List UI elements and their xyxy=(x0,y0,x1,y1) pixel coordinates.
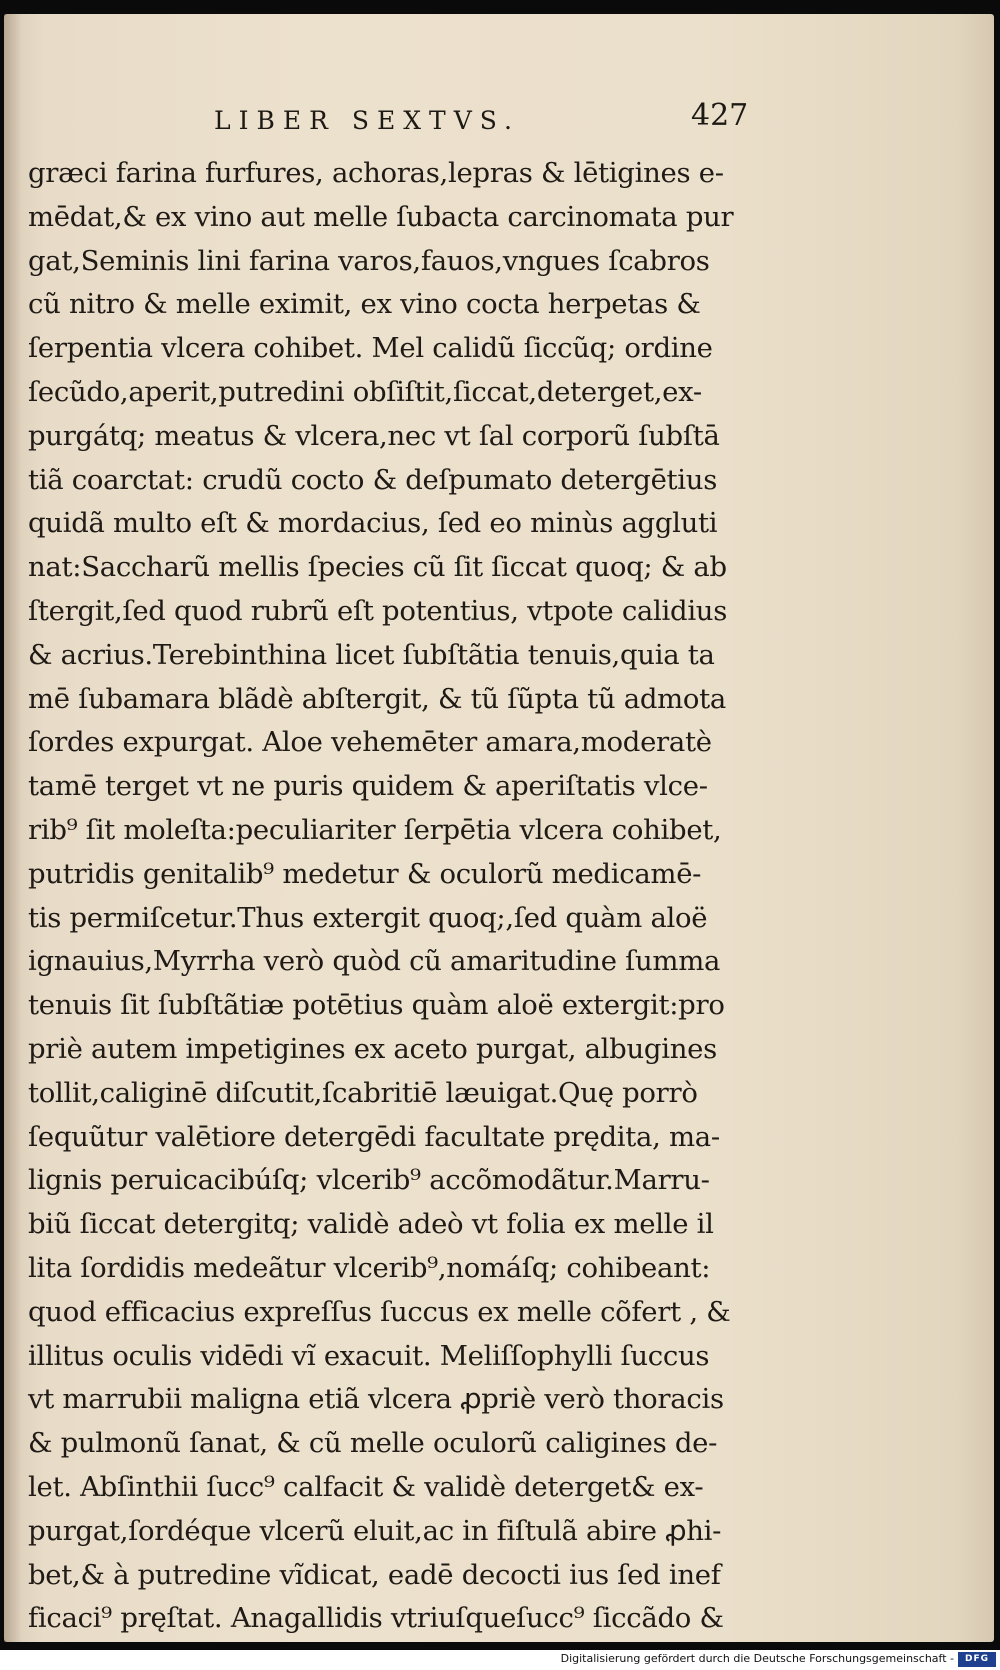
text-line: tollit,caliginē diſcutit,ſcabritiē læuigat.Quę porrò xyxy=(28,1076,698,1109)
text-line: tiã coarctat: crudũ cocto & deſpumato detergētius xyxy=(28,463,718,496)
text-line: vt marrubii maligna etiã vlcera ꝓpriè verò thoracis xyxy=(28,1383,724,1416)
text-line: priè autem impetigines ex aceto purgat, albugines xyxy=(28,1032,717,1065)
dfg-logo: DFG xyxy=(958,1652,996,1667)
text-line: ſtergit,ſed quod rubrũ eſt potentius, vtpote calidius xyxy=(28,594,728,627)
text-line: rib⁹ ſit moleſta:peculiariter ſerpētia vlcera cohibet, xyxy=(28,813,722,846)
book-page xyxy=(4,14,994,1642)
text-line: cũ nitro & melle eximit, ex vino cocta herpetas & xyxy=(28,288,701,321)
text-line: quidã multo eſt & mordacius, ſed eo minùs aggluti xyxy=(28,507,718,540)
text-line: biũ ſiccat detergitq; validè adeò vt folia ex melle il xyxy=(28,1208,714,1241)
text-line: græci farina furfures, achoras,lepras & lētigines e- xyxy=(28,157,724,189)
text-line: tenuis ſit ſubſtãtiæ potētius quàm aloë extergit:pro xyxy=(28,989,725,1022)
text-line: putridis genitalib⁹ medetur & oculorũ medicamē- xyxy=(28,857,702,890)
text-line: ignauius,Myrrha verò quòd cũ amaritudine ſumma xyxy=(28,945,721,978)
text-line: ſequũtur valētiore detergēdi facultate prędita, ma- xyxy=(28,1120,720,1153)
body-text xyxy=(28,152,788,1641)
text-line: illitus oculis vidēdi vĩ exacuit. Meliſſophylli ſuccus xyxy=(28,1339,710,1372)
text-line: let. Abſinthii ſucc⁹ calfacit & validè deterget& ex- xyxy=(28,1470,704,1503)
text-line: bet,& à putredine vĩdicat, eadē decocti ius ſed inef xyxy=(28,1558,721,1591)
gutter-shadow xyxy=(4,14,22,1642)
text-line: tis permiſcetur.Thus extergit quoq;,ſed quàm aloë xyxy=(28,901,708,934)
text-line: quod efficacius expreſſus ſuccus ex melle cõfert , & xyxy=(28,1295,731,1328)
text-line: ficaci⁹ pręſtat. Anagallidis vtriuſqueſucc⁹ ſiccãdo & xyxy=(28,1602,724,1635)
text-line: ſerpentia vlcera cohibet. Mel calidũ ſiccũq; ordine xyxy=(28,332,713,365)
text-line: gat,Seminis lini farina varos,fauos,vngues ſcabros xyxy=(28,244,710,277)
text-line: ſecũdo,aperit,putredini obſiſtit,ſiccat,deterget,ex- xyxy=(28,375,702,408)
funding-credit: Digitalisierung gefördert durch die Deutsche Forschungsgemeinschaft - xyxy=(560,1652,954,1665)
text-line: tamē terget vt ne puris quidem & aperiſtatis vlce- xyxy=(28,770,708,803)
text-line: ſordes expurgat. Aloe vehemēter amara,moderatè xyxy=(28,726,712,759)
text-line: mēdat,& ex vino aut melle ſubacta carcinomata pur xyxy=(28,200,734,233)
text-line: purgátq; meatus & vlcera,nec vt ſal corporũ ſubſtā xyxy=(28,419,720,452)
text-line: & pulmonũ ſanat, & cũ melle oculorũ caligines de- xyxy=(28,1427,718,1460)
footer-bar xyxy=(0,1650,1000,1670)
text-line: lignis peruicacibúſq; vlcerib⁹ accõmodãtur.Marru- xyxy=(28,1164,710,1197)
text-line: purgat,ſordéque vlcerũ eluit,ac in fiſtulã abire ꝓhi- xyxy=(28,1514,722,1547)
page-number: 427 xyxy=(691,98,749,133)
running-head: LIBER SEXTVS. xyxy=(214,106,520,135)
text-line: nat:Saccharũ mellis ſpecies cũ ſit ſiccat quoq; & ab xyxy=(28,551,727,584)
text-line: mē ſubamara blãdè abſtergit, & tũ ſũpta tũ admota xyxy=(28,682,727,715)
text-line: & acrius.Terebinthina licet ſubſtãtia tenuis,quia ta xyxy=(28,638,715,671)
text-line: lita ſordidis medeãtur vlcerib⁹,nomáſq; cohibeant: xyxy=(28,1251,711,1284)
